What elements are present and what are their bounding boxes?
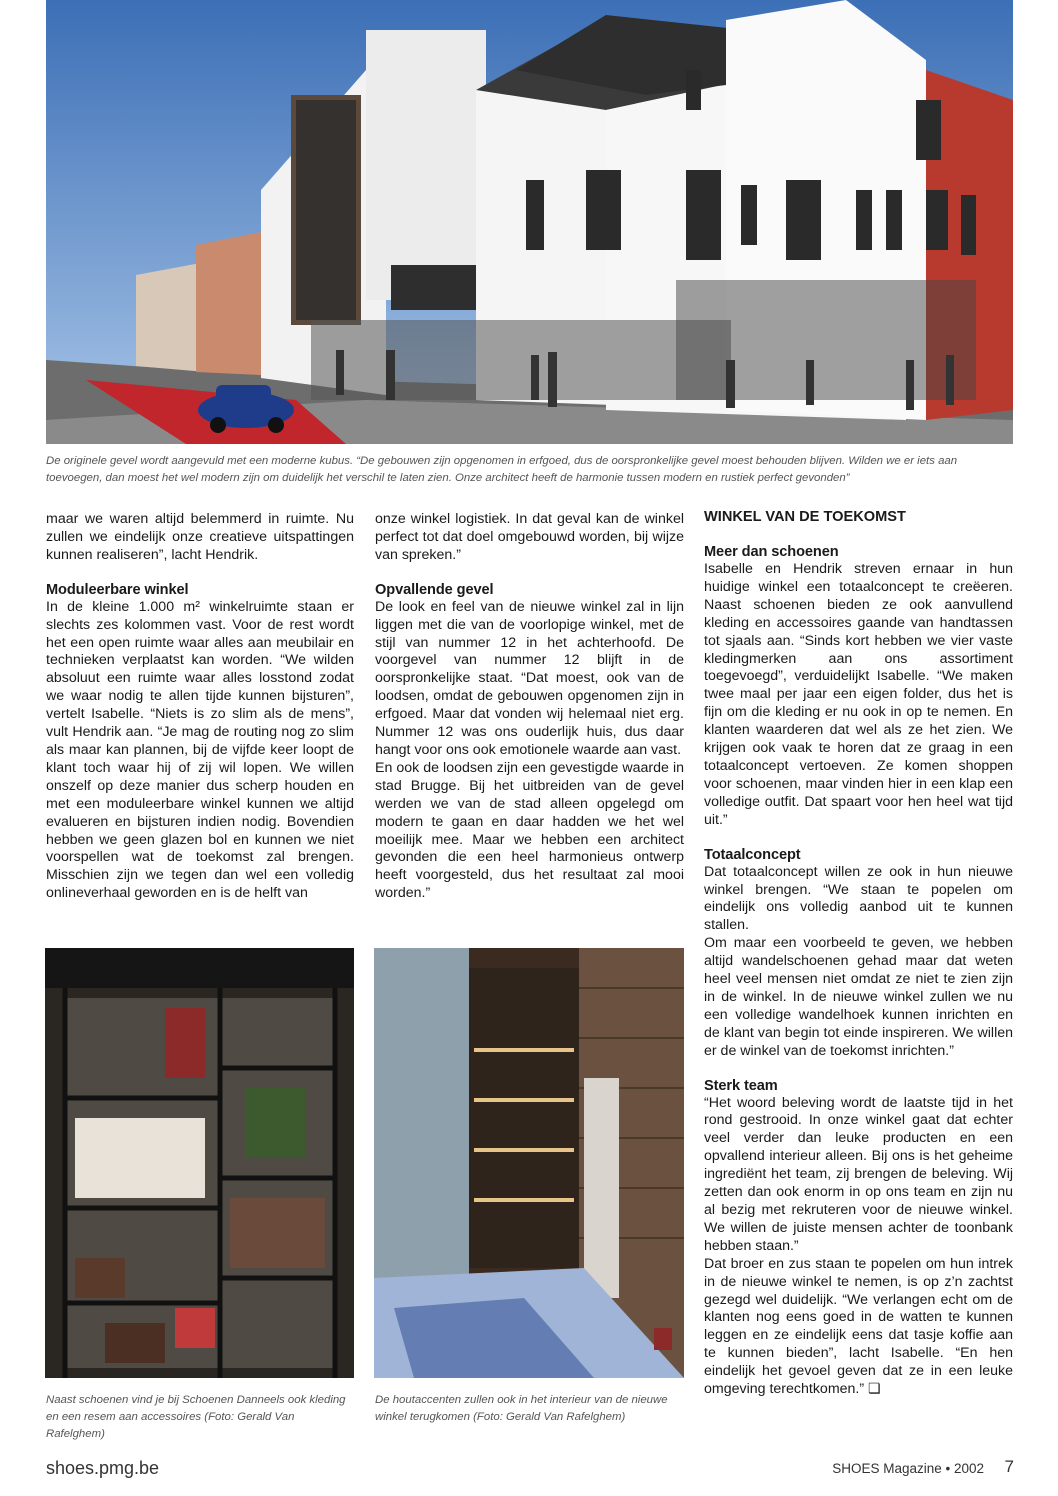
col3-paragraph-5: Dat broer en zus staan te popelen om hun intrek in de nieuwe winkel te nemen, is op z’n zachtst gezegd wel duidelijk. “We verlangen echt om de klanten nog eens goed in de watten te kunnen leggen en ze eindelijk eens dat tasje koffie aan te kunnen bieden”, lacht Isabelle. “En hen eindelijk het gevoel geven dat ze in een leuke omgeving terechtkomen.” ❏	[704, 1255, 1013, 1398]
col2-intro: onze winkel logistiek. In dat geval kan de winkel perfect tot dat doel omgebouwd worden, bij wijze van spreken.”	[375, 511, 684, 563]
col3-paragraph-4: “Het woord beleving wordt de laatste tijd in het rond gestrooid. In onze winkel gaat dat echter veel verder dan leuke producten en een opvallend interieur alleen. Bij ons is het geheime ingrediënt het team, zij brengen de beleving. Wij zetten dan ook enorm in op ons team en zijn nu al bezig met rekruteren voor de nieuwe winkel. We willen de juiste mensen achter de toonbank hebben staan.”	[704, 1094, 1013, 1254]
column-2	[375, 511, 684, 903]
column-1	[46, 511, 354, 903]
page-number: 7	[1004, 1457, 1014, 1476]
col2-body-2: En ook de loodsen zijn een gevestigde waarde in stad Brugge. Bij het uitbreiden van de gevel werden we van de stad alleen opgelegd om modern te gaan en daar hadden we het wel moeilijk mee. Maar we hebben een architect gevonden die een heel harmonieus ontwerp heeft voorgesteld, dus het resultaat zal mooi worden.”	[375, 759, 684, 902]
photo-store-shelves	[45, 948, 354, 1378]
col1-body: In de kleine 1.000 m² winkelruimte staan er slechts zes kolommen vast. Voor de rest wordt het een open ruimte waar alles aan meubilair en technieken verplaatst kan worden. “We wilden absoluut een ruimte waar alles losstond zodat we waar nodig te allen tijde kunnen bijsturen”, vertelt Isabelle. “Niets is zo slim als de mens”, vult Hendrik aan. “Je mag de routing nog zo slim als maar kan plannen, bij de vijfde keer loopt de klant toch waar hij of zij wil lopen. We willen onszelf op deze manier dus scherp houden en met een moduleerbare winkel kunnen we altijd evalueren en bijsturen indien nodig. Bovendien hebben we geen glazen bol en kunnen we niet voorspellen wat de toekomst zal brengen. Misschien zijn we tegen dan wel een volledig onlineverhaal geworden en is de helft van	[46, 598, 354, 902]
photo-wood-interior	[374, 948, 684, 1378]
heading-sterk-team: Sterk team	[704, 1077, 778, 1094]
col3-paragraph-2: Dat totaalconcept willen ze ook in hun nieuwe winkel brengen. “We staan te popelen om eindelijk ons volledig aanbod uit te kunnen stallen.	[704, 863, 1013, 934]
col1-intro: maar we waren altijd belemmerd in ruimte. Nu zullen we eindelijk onze creatieve uitspattingen kunnen realiseren”, lacht Hendrik.	[46, 511, 354, 563]
col2-body-1: De look en feel van de nieuwe winkel zal in lijn liggen met die van de voorlopige winkel, met de stijl van nummer 12 in het achterhoofd. De voorgevel van nummer 12 blijft in de oorspronkelijke staat. “Dat moest, ook van de loodsen, omdat de gebouwen opgenomen zijn in erfgoed. Maar dat vonden wij helemaal niet erg. Nummer 12 was ons ouderlijk huis, dus daar hangt voor ons ook emotionele waarde aan vast.	[375, 598, 684, 758]
col3-paragraph-3: Om maar een voorbeeld te geven, we hebben altijd wandelschoenen gehad maar dat weten heel veel mensen niet omdat ze niet te zien zijn in de winkel. In de nieuwe winkel zullen we nu een volledige wandelhoek kunnen inrichten en de klant van begin tot einde inspireren. We willen er de winkel van de toekomst inrichten.”	[704, 935, 1013, 1059]
col3-paragraph-1: Isabelle en Hendrik streven ernaar in hun huidige winkel een totaalconcept te creëeren. Naast schoenen bieden ze ook aanvullend kleding en accessoires gaande van handtassen tot sjaals aan. “Sinds kort hebben we vier vaste kledingmerken aan ons assortiment toegevoegd”, verduidelijkt Isabelle. “We maken twee maal per jaar een eigen folder, dus het is fijn om die kleding er nu ook in op te nemen. En klanten waarderen dat wel als ze het zien. We krijgen ook vaak te horen dat ze graag in een totaalconcept vertoeven. Ze komen shoppen voor schoenen, maar vinden hier in een klap een volledige outfit. Dat spaart voor hen heel wat tijd uit.”	[704, 561, 1013, 828]
footer-website[interactable]: shoes.pmg.be	[46, 1458, 160, 1478]
hero-building-render	[46, 0, 1013, 444]
heading-opvallende-gevel: Opvallende gevel	[375, 581, 494, 598]
heading-moduleerbare-winkel: Moduleerbare winkel	[46, 581, 189, 598]
footer-magazine: SHOES Magazine • 2002	[832, 1461, 984, 1476]
section-title: WINKEL VAN DE TOEKOMST	[704, 509, 906, 525]
hero-caption: De originele gevel wordt aangevuld met een moderne kubus. “De gebouwen zijn opgenomen in erfgoed, dus de oorspronkelijke gevel moest behouden blijven. Wilden we er iets aan toevoegen, dan moest het wel modern zijn om duidelijk het verschil te laten zien. Onze architect heeft de harmonie tussen modern en rustiek perfect gevonden”	[46, 455, 958, 484]
heading-meer-dan-schoenen: Meer dan schoenen	[704, 544, 839, 560]
heading-totaalconcept: Totaalconcept	[704, 846, 801, 863]
photo1-caption: Naast schoenen vind je bij Schoenen Danneels ook kleding en een resem aan accessoires (Foto: Gerald Van Rafelghem)	[46, 1394, 346, 1440]
photo2-caption: De houtaccenten zullen ook in het interieur van de nieuwe winkel terugkomen (Foto: Gerald Van Rafelghem)	[375, 1394, 668, 1423]
column-3	[704, 508, 1013, 1399]
